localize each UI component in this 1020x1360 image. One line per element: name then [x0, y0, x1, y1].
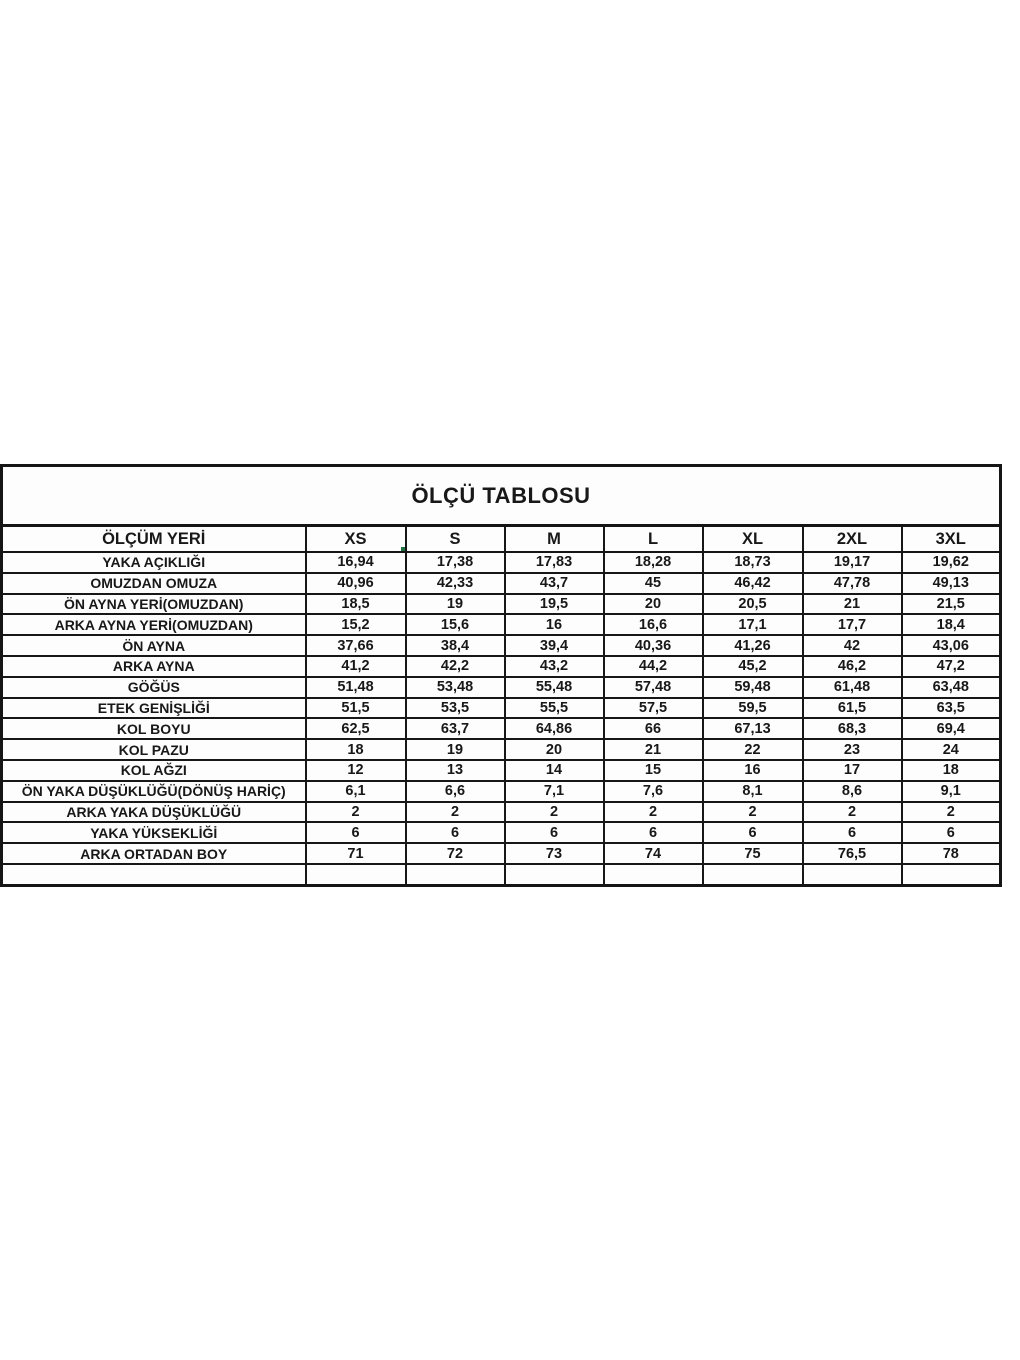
measure-value-cell[interactable]: 17,1: [703, 614, 803, 635]
measure-value-cell[interactable]: 55,5: [505, 698, 604, 719]
size-header-cell-2xl[interactable]: 2XL: [803, 526, 902, 553]
measure-value-cell[interactable]: 73: [505, 843, 604, 864]
measure-value-cell[interactable]: 19: [406, 594, 505, 615]
measure-value-cell[interactable]: 44,2: [604, 656, 703, 677]
measure-value-cell[interactable]: 63,7: [406, 718, 505, 739]
measure-value-cell[interactable]: 42,33: [406, 573, 505, 594]
measure-value-cell[interactable]: [703, 864, 803, 886]
measure-header-cell[interactable]: ÖLÇÜM YERİ: [2, 526, 306, 553]
measure-value-cell[interactable]: 6: [604, 822, 703, 843]
size-header-cell-xl[interactable]: XL: [703, 526, 803, 553]
table-row: [2, 526, 1001, 553]
measure-value-cell[interactable]: 15,6: [406, 614, 505, 635]
measure-value-cell[interactable]: [803, 864, 902, 886]
measure-value-cell[interactable]: 59,5: [703, 698, 803, 719]
measure-value-cell[interactable]: 53,48: [406, 677, 505, 698]
table-row: [2, 573, 1001, 594]
measure-value-cell[interactable]: 2: [604, 802, 703, 823]
measure-value-cell[interactable]: 59,48: [703, 677, 803, 698]
measure-value-cell[interactable]: [505, 864, 604, 886]
measure-value-cell[interactable]: 7,6: [604, 781, 703, 802]
measure-value-cell[interactable]: [902, 864, 1001, 886]
measure-value-cell[interactable]: 19,5: [505, 594, 604, 615]
measure-label-cell[interactable]: ÖN AYNA YERİ(OMUZDAN): [2, 594, 306, 615]
measure-value-cell[interactable]: 2: [406, 802, 505, 823]
measure-value-cell[interactable]: 40,96: [306, 573, 406, 594]
measure-value-cell[interactable]: 2: [703, 802, 803, 823]
measure-value-cell[interactable]: 39,4: [505, 635, 604, 656]
measure-value-cell[interactable]: 57,48: [604, 677, 703, 698]
measure-value-cell[interactable]: 19,62: [902, 552, 1001, 573]
size-header-label: XS: [344, 529, 367, 548]
table-row: [2, 822, 1001, 843]
measure-value-cell[interactable]: 22: [703, 739, 803, 760]
table-row: [2, 614, 1001, 635]
measure-value-cell[interactable]: 16,94: [306, 552, 406, 573]
size-chart-table: [0, 464, 1002, 887]
measure-value-cell[interactable]: 75: [703, 843, 803, 864]
measure-value-cell[interactable]: 67,13: [703, 718, 803, 739]
measure-value-cell[interactable]: 12: [306, 760, 406, 781]
measure-value-cell[interactable]: 24: [902, 739, 1001, 760]
measure-value-cell[interactable]: 6: [406, 822, 505, 843]
measure-label-cell[interactable]: ARKA ORTADAN BOY: [2, 843, 306, 864]
measure-value-cell[interactable]: 18,28: [604, 552, 703, 573]
table-row: [2, 552, 1001, 573]
measure-value-cell[interactable]: 45: [604, 573, 703, 594]
measure-value-cell[interactable]: 64,86: [505, 718, 604, 739]
size-header-cell-3xl[interactable]: 3XL: [902, 526, 1001, 553]
measure-value-cell[interactable]: 18: [902, 760, 1001, 781]
measure-value-cell[interactable]: 61,48: [803, 677, 902, 698]
measure-value-cell[interactable]: 19: [406, 739, 505, 760]
table-row: [2, 466, 1001, 526]
measure-value-cell[interactable]: 20,5: [703, 594, 803, 615]
measure-value-cell[interactable]: 38,4: [406, 635, 505, 656]
measure-value-cell[interactable]: 47,2: [902, 656, 1001, 677]
measure-value-cell[interactable]: [406, 864, 505, 886]
measure-value-cell[interactable]: 2: [505, 802, 604, 823]
measure-value-cell[interactable]: 68,3: [803, 718, 902, 739]
measure-value-cell[interactable]: 16: [505, 614, 604, 635]
measure-label-cell[interactable]: ARKA AYNA YERİ(OMUZDAN): [2, 614, 306, 635]
measure-value-cell[interactable]: 18,5: [306, 594, 406, 615]
measure-value-cell[interactable]: 16,6: [604, 614, 703, 635]
table-row: [2, 739, 1001, 760]
measure-value-cell[interactable]: 49,13: [902, 573, 1001, 594]
measure-value-cell[interactable]: 6,1: [306, 781, 406, 802]
measure-value-cell[interactable]: 43,7: [505, 573, 604, 594]
measure-value-cell[interactable]: 42,2: [406, 656, 505, 677]
measure-value-cell[interactable]: 71: [306, 843, 406, 864]
measure-label-cell[interactable]: KOL BOYU: [2, 718, 306, 739]
measure-value-cell[interactable]: 55,48: [505, 677, 604, 698]
measure-value-cell[interactable]: 46,2: [803, 656, 902, 677]
measure-value-cell[interactable]: 15,2: [306, 614, 406, 635]
measure-value-cell[interactable]: 21: [604, 739, 703, 760]
measure-value-cell[interactable]: 63,48: [902, 677, 1001, 698]
spreadsheet-area: [0, 464, 999, 887]
measure-value-cell[interactable]: 17,83: [505, 552, 604, 573]
measure-value-cell[interactable]: 19,17: [803, 552, 902, 573]
size-header-cell-s[interactable]: S: [406, 526, 505, 553]
table-row: [2, 635, 1001, 656]
measure-value-cell[interactable]: 17: [803, 760, 902, 781]
measure-value-cell[interactable]: 6: [505, 822, 604, 843]
measure-label-cell[interactable]: KOL PAZU: [2, 739, 306, 760]
table-row: [2, 656, 1001, 677]
measure-value-cell[interactable]: 78: [902, 843, 1001, 864]
measure-value-cell[interactable]: 18,4: [902, 614, 1001, 635]
measure-value-cell[interactable]: 76,5: [803, 843, 902, 864]
measure-label-cell[interactable]: OMUZDAN OMUZA: [2, 573, 306, 594]
measure-label-cell[interactable]: KOL AĞZI: [2, 760, 306, 781]
measure-value-cell[interactable]: 41,26: [703, 635, 803, 656]
measure-value-cell[interactable]: 45,2: [703, 656, 803, 677]
measure-value-cell[interactable]: 2: [306, 802, 406, 823]
measure-value-cell[interactable]: 7,1: [505, 781, 604, 802]
measure-value-cell[interactable]: 14: [505, 760, 604, 781]
size-header-cell-m[interactable]: M: [505, 526, 604, 553]
measure-label-cell[interactable]: ÖN YAKA DÜŞÜKLÜĞÜ(DÖNÜŞ HARİÇ): [2, 781, 306, 802]
measure-value-cell[interactable]: 21: [803, 594, 902, 615]
measure-value-cell[interactable]: 69,4: [902, 718, 1001, 739]
measure-value-cell[interactable]: 74: [604, 843, 703, 864]
table-row: [2, 781, 1001, 802]
measure-value-cell[interactable]: 16: [703, 760, 803, 781]
measure-label-cell[interactable]: ARKA YAKA DÜŞÜKLÜĞÜ: [2, 802, 306, 823]
measure-value-cell[interactable]: 8,6: [803, 781, 902, 802]
measure-value-cell[interactable]: 2: [902, 802, 1001, 823]
measure-value-cell[interactable]: 62,5: [306, 718, 406, 739]
table-row: [2, 698, 1001, 719]
measure-value-cell[interactable]: 51,48: [306, 677, 406, 698]
measure-value-cell[interactable]: 6: [703, 822, 803, 843]
measure-value-cell[interactable]: 17,38: [406, 552, 505, 573]
measure-label-cell[interactable]: YAKA AÇIKLIĞI: [2, 552, 306, 573]
measure-value-cell[interactable]: 42: [803, 635, 902, 656]
measure-value-cell[interactable]: 21,5: [902, 594, 1001, 615]
measure-value-cell[interactable]: 6: [803, 822, 902, 843]
table-row: [2, 677, 1001, 698]
measure-label-cell[interactable]: GÖĞÜS: [2, 677, 306, 698]
table-row: [2, 760, 1001, 781]
size-header-cell-xs[interactable]: [306, 526, 406, 553]
table-row: [2, 864, 1001, 886]
table-row: [2, 802, 1001, 823]
measure-value-cell[interactable]: 63,5: [902, 698, 1001, 719]
measure-label-cell[interactable]: ETEK GENİŞLİĞİ: [2, 698, 306, 719]
measure-value-cell[interactable]: 72: [406, 843, 505, 864]
measure-value-cell[interactable]: 40,36: [604, 635, 703, 656]
measure-value-cell[interactable]: 47,78: [803, 573, 902, 594]
measure-value-cell[interactable]: 9,1: [902, 781, 1001, 802]
measure-value-cell[interactable]: 20: [604, 594, 703, 615]
measure-value-cell[interactable]: [604, 864, 703, 886]
measure-value-cell[interactable]: 17,7: [803, 614, 902, 635]
measure-value-cell[interactable]: 66: [604, 718, 703, 739]
size-chart-body: [2, 552, 1001, 885]
measure-value-cell[interactable]: 6: [902, 822, 1001, 843]
measure-value-cell[interactable]: 8,1: [703, 781, 803, 802]
measure-value-cell[interactable]: 46,42: [703, 573, 803, 594]
measure-label-cell[interactable]: ARKA AYNA: [2, 656, 306, 677]
measure-value-cell[interactable]: 43,2: [505, 656, 604, 677]
measure-value-cell[interactable]: 20: [505, 739, 604, 760]
measure-value-cell[interactable]: 37,66: [306, 635, 406, 656]
measure-value-cell[interactable]: 13: [406, 760, 505, 781]
measure-value-cell[interactable]: [306, 864, 406, 886]
measure-value-cell[interactable]: 18: [306, 739, 406, 760]
measure-value-cell[interactable]: 57,5: [604, 698, 703, 719]
measure-value-cell[interactable]: 15: [604, 760, 703, 781]
measure-label-cell[interactable]: [2, 864, 306, 886]
measure-value-cell[interactable]: 6: [306, 822, 406, 843]
table-row: [2, 718, 1001, 739]
table-row: [2, 843, 1001, 864]
table-title-cell[interactable]: ÖLÇÜ TABLOSU: [2, 466, 1001, 526]
measure-value-cell[interactable]: 43,06: [902, 635, 1001, 656]
size-header-cell-l[interactable]: L: [604, 526, 703, 553]
measure-value-cell[interactable]: 6,6: [406, 781, 505, 802]
measure-value-cell[interactable]: 61,5: [803, 698, 902, 719]
measure-value-cell[interactable]: 2: [803, 802, 902, 823]
measure-value-cell[interactable]: 23: [803, 739, 902, 760]
selection-fill-handle[interactable]: [400, 546, 406, 552]
measure-value-cell[interactable]: 41,2: [306, 656, 406, 677]
measure-value-cell[interactable]: 51,5: [306, 698, 406, 719]
measure-value-cell[interactable]: 53,5: [406, 698, 505, 719]
measure-label-cell[interactable]: YAKA YÜKSEKLİĞİ: [2, 822, 306, 843]
table-row: [2, 594, 1001, 615]
measure-value-cell[interactable]: 18,73: [703, 552, 803, 573]
measure-label-cell[interactable]: ÖN AYNA: [2, 635, 306, 656]
